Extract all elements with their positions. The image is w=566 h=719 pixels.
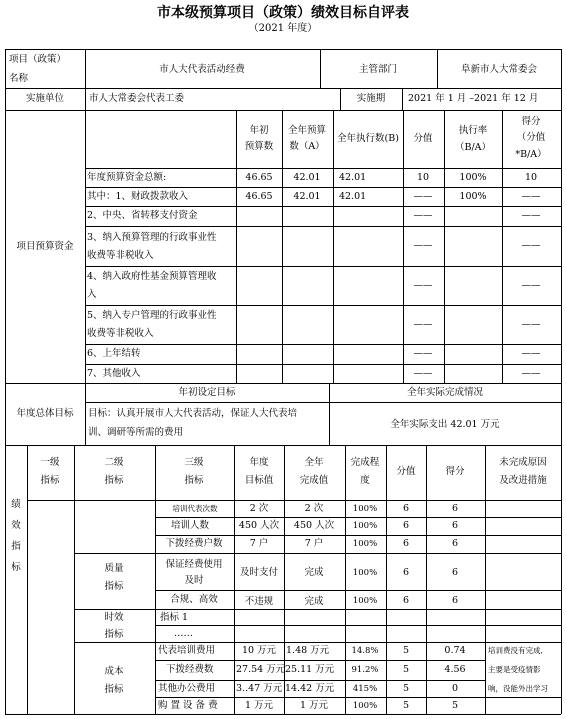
budget-points: —— bbox=[521, 280, 541, 291]
budget-rate: 100% bbox=[459, 191, 487, 202]
col-degree-2: 度 bbox=[360, 475, 370, 486]
indicator-score: 5 bbox=[402, 664, 410, 675]
group-timely: 时效 bbox=[104, 612, 124, 623]
budget-initial: 46.65 bbox=[245, 172, 273, 183]
perf-side-label: 标 bbox=[11, 562, 21, 573]
indicator-degree: 100% bbox=[352, 539, 378, 549]
indicator-target: 不违规 bbox=[244, 596, 274, 607]
indicator-score: 5 bbox=[402, 683, 410, 694]
reason-text: 培训费没有完成, bbox=[488, 646, 543, 655]
indicator-score: 6 bbox=[402, 595, 410, 606]
initial-goal-header: 年初设定目标 bbox=[178, 387, 236, 398]
col-level2-2: 指标 bbox=[104, 475, 124, 486]
indicator-degree: 14.8% bbox=[351, 646, 379, 656]
indicator-score: 5 bbox=[402, 700, 410, 711]
indicator-target: 3..47 万元 bbox=[236, 683, 283, 694]
col-score: 分值 bbox=[413, 133, 433, 144]
indicator-score: 6 bbox=[402, 567, 410, 578]
col-reason-2: 及改进措施 bbox=[499, 475, 547, 486]
indicator-points: 6 bbox=[451, 567, 459, 578]
indicator-name: 培训人数 bbox=[170, 520, 210, 531]
indicator-points: 6 bbox=[451, 520, 459, 531]
indicator-degree: 100% bbox=[352, 521, 378, 531]
initial-goal-text: 目标：认真开展市人大代表活动，保证人大代表培 bbox=[88, 408, 298, 419]
indicator-score: 5 bbox=[402, 645, 410, 656]
col-perf-points: 得分 bbox=[445, 466, 465, 477]
group-quality-2: 指标 bbox=[104, 581, 124, 592]
budget-exec: 42.01 bbox=[339, 172, 367, 183]
indicator-name: 保证经费使用 bbox=[165, 559, 223, 570]
budget-row-label: 2、中央、省转移支付资金 bbox=[87, 210, 198, 221]
budget-row-label: 其中：1、财政拨款收入 bbox=[87, 191, 189, 202]
indicator-points: 0.74 bbox=[444, 645, 466, 656]
period-value: 2021 年 1 月 –2021 年 12 月 bbox=[408, 93, 539, 104]
perf-side-label: 指 bbox=[11, 541, 21, 552]
budget-points: —— bbox=[521, 210, 541, 221]
col-level3-2: 指标 bbox=[184, 475, 204, 486]
impl-label: 实施单位 bbox=[25, 93, 65, 104]
indicator-degree: 100% bbox=[352, 701, 378, 711]
col-initial-budget: 年初 bbox=[249, 125, 269, 136]
col-target: 年度 bbox=[249, 457, 269, 468]
project-name: 市人大代表活动经费 bbox=[159, 64, 245, 75]
col-points-3: *B/A） bbox=[515, 149, 547, 160]
indicator-target: 7 户 bbox=[249, 538, 269, 549]
indicator-name: …… bbox=[174, 628, 193, 639]
indicator-actual: 450 人次 bbox=[293, 520, 335, 531]
form-title: 市本级预算项目（政策）绩效目标自评表 bbox=[157, 5, 409, 21]
budget-points: 10 bbox=[524, 172, 538, 183]
indicator-actual: 7 户 bbox=[304, 538, 324, 549]
indicator-points: 6 bbox=[451, 538, 459, 549]
col-full-budget: 全年预算 bbox=[287, 125, 327, 136]
indicator-points: 4.56 bbox=[444, 664, 466, 675]
indicator-name: 代表培训费用 bbox=[158, 645, 216, 656]
budget-row-label-2: 收费等非税收入 bbox=[87, 328, 154, 339]
indicator-degree: 100% bbox=[352, 504, 378, 514]
form-subtitle: （2021 年度） bbox=[248, 23, 318, 34]
budget-exec: 42.01 bbox=[339, 191, 367, 202]
indicator-name: 下拨经费数 bbox=[166, 664, 214, 675]
indicator-degree: 100% bbox=[352, 568, 378, 578]
budget-row-label: 3、纳入预算管理的行政事业性 bbox=[87, 232, 217, 243]
project-label: 项目（政策） bbox=[9, 54, 67, 65]
indicator-points: 0 bbox=[451, 683, 459, 694]
col-points: 得分 bbox=[521, 116, 541, 127]
indicator-points: 5 bbox=[451, 700, 459, 711]
indicator-target: 及时支付 bbox=[239, 567, 279, 578]
actual-goal-text: 全年实际支出 42.01 万元 bbox=[390, 419, 500, 430]
indicator-actual: 2 次 bbox=[304, 503, 324, 514]
budget-row-label: 6、上年结转 bbox=[87, 348, 141, 359]
indicator-target: 2 次 bbox=[249, 503, 269, 514]
budget-row-label-2: 入 bbox=[87, 289, 97, 300]
budget-full: 42.01 bbox=[293, 191, 321, 202]
indicator-name: 合规、高效 bbox=[170, 594, 218, 605]
indicator-actual: 完成 bbox=[304, 596, 324, 607]
indicator-actual: 1.48 万元 bbox=[286, 645, 330, 656]
project-label-2: 名称 bbox=[9, 73, 29, 84]
budget-initial: 46.65 bbox=[245, 191, 273, 202]
indicator-score: 6 bbox=[402, 538, 410, 549]
group-timely-2: 指标 bbox=[104, 629, 124, 640]
group-cost-2: 指标 bbox=[104, 684, 124, 695]
indicator-degree: 415% bbox=[352, 684, 378, 694]
group-cost: 成本 bbox=[104, 666, 124, 677]
budget-row-label: 4、纳入政府性基金预算管理收 bbox=[87, 271, 217, 282]
indicator-name: 培训代表次数 bbox=[172, 504, 218, 513]
indicator-target: 27.54 万元 bbox=[236, 664, 286, 675]
indicator-name: 下拨经费户数 bbox=[165, 538, 223, 549]
budget-points: —— bbox=[521, 348, 541, 359]
col-level1-2: 指标 bbox=[40, 475, 60, 486]
col-reason: 未完成原因 bbox=[499, 457, 547, 468]
perf-side-label: 效 bbox=[11, 520, 21, 531]
col-initial-budget-2: 预算数 bbox=[244, 141, 274, 152]
initial-goal-text-2: 训、调研等所需的费用 bbox=[88, 427, 184, 438]
budget-score: —— bbox=[413, 191, 433, 202]
budget-score: —— bbox=[413, 319, 433, 330]
col-level1: 一级 bbox=[40, 457, 60, 468]
impl-name: 市人大常委会代表工委 bbox=[89, 93, 185, 104]
indicator-name-2: 及时 bbox=[184, 575, 204, 586]
indicator-target: 1 万元 bbox=[244, 700, 274, 711]
indicator-score: 6 bbox=[402, 503, 410, 514]
budget-section-label: 项目预算资金 bbox=[16, 241, 74, 252]
col-level3: 三级 bbox=[184, 457, 204, 468]
budget-score: —— bbox=[413, 348, 433, 359]
budget-points: —— bbox=[521, 191, 541, 202]
indicator-target: 10 万元 bbox=[241, 645, 277, 656]
indicator-target: 450 人次 bbox=[238, 520, 280, 531]
budget-score: —— bbox=[413, 210, 433, 221]
col-rate-2: （B/A） bbox=[454, 142, 492, 153]
indicator-actual: 完成 bbox=[304, 567, 324, 578]
perf-side-label: 绩 bbox=[11, 499, 21, 510]
budget-points: —— bbox=[521, 240, 541, 251]
col-actual: 全年 bbox=[304, 457, 324, 468]
budget-full: 42.01 bbox=[293, 172, 321, 183]
col-points-2: （分值 bbox=[516, 132, 546, 143]
col-full-budget-2: 数（A） bbox=[289, 141, 325, 152]
budget-points: —— bbox=[521, 319, 541, 330]
reason-text: 主要是受疫情影 bbox=[488, 665, 541, 674]
col-target-2: 目标值 bbox=[244, 475, 274, 486]
budget-score: —— bbox=[413, 240, 433, 251]
period-label: 实施期 bbox=[356, 93, 386, 104]
budget-score: —— bbox=[413, 280, 433, 291]
indicator-score: 6 bbox=[402, 520, 410, 531]
indicator-degree: 100% bbox=[352, 596, 378, 606]
col-degree: 完成程 bbox=[350, 457, 380, 468]
col-exec: 全年执行数(B) bbox=[337, 133, 399, 144]
indicator-name: 指标 1 bbox=[160, 612, 189, 623]
indicator-actual: 25.11 万元 bbox=[285, 664, 335, 675]
budget-row-label: 年度预算资金总额: bbox=[87, 172, 167, 183]
indicator-name: 购 置 设 备 费 bbox=[158, 700, 218, 711]
indicator-degree: 91.2% bbox=[351, 665, 379, 675]
budget-score: —— bbox=[413, 368, 433, 379]
budget-row-label: 5、纳入专户管理的行政事业性 bbox=[87, 310, 217, 321]
indicator-name: 其他办公费用 bbox=[158, 683, 216, 694]
col-perf-score: 分值 bbox=[396, 466, 416, 477]
reason-text: 响，没能外出学习 bbox=[488, 684, 548, 693]
indicator-actual: 14.42 万元 bbox=[285, 683, 335, 694]
indicator-points: 6 bbox=[451, 595, 459, 606]
dept-name: 阜新市人大常委会 bbox=[460, 64, 538, 75]
indicator-actual: 1 万元 bbox=[299, 700, 329, 711]
budget-row-label-2: 收费等非税收入 bbox=[87, 250, 154, 261]
actual-goal-header: 全年实际完成情况 bbox=[406, 387, 484, 398]
budget-rate: 100% bbox=[459, 172, 487, 183]
budget-row-label: 7、其他收入 bbox=[87, 368, 141, 379]
indicator-points: 6 bbox=[451, 503, 459, 514]
annual-goal-label: 年度总体目标 bbox=[16, 408, 74, 419]
group-quality: 质量 bbox=[104, 563, 124, 574]
budget-score: 10 bbox=[416, 172, 430, 183]
col-rate: 执行率 bbox=[458, 125, 488, 136]
budget-points: —— bbox=[521, 368, 541, 379]
col-level2: 二级 bbox=[104, 457, 124, 468]
dept-label: 主管部门 bbox=[358, 64, 398, 75]
col-actual-2: 完成值 bbox=[299, 475, 329, 486]
